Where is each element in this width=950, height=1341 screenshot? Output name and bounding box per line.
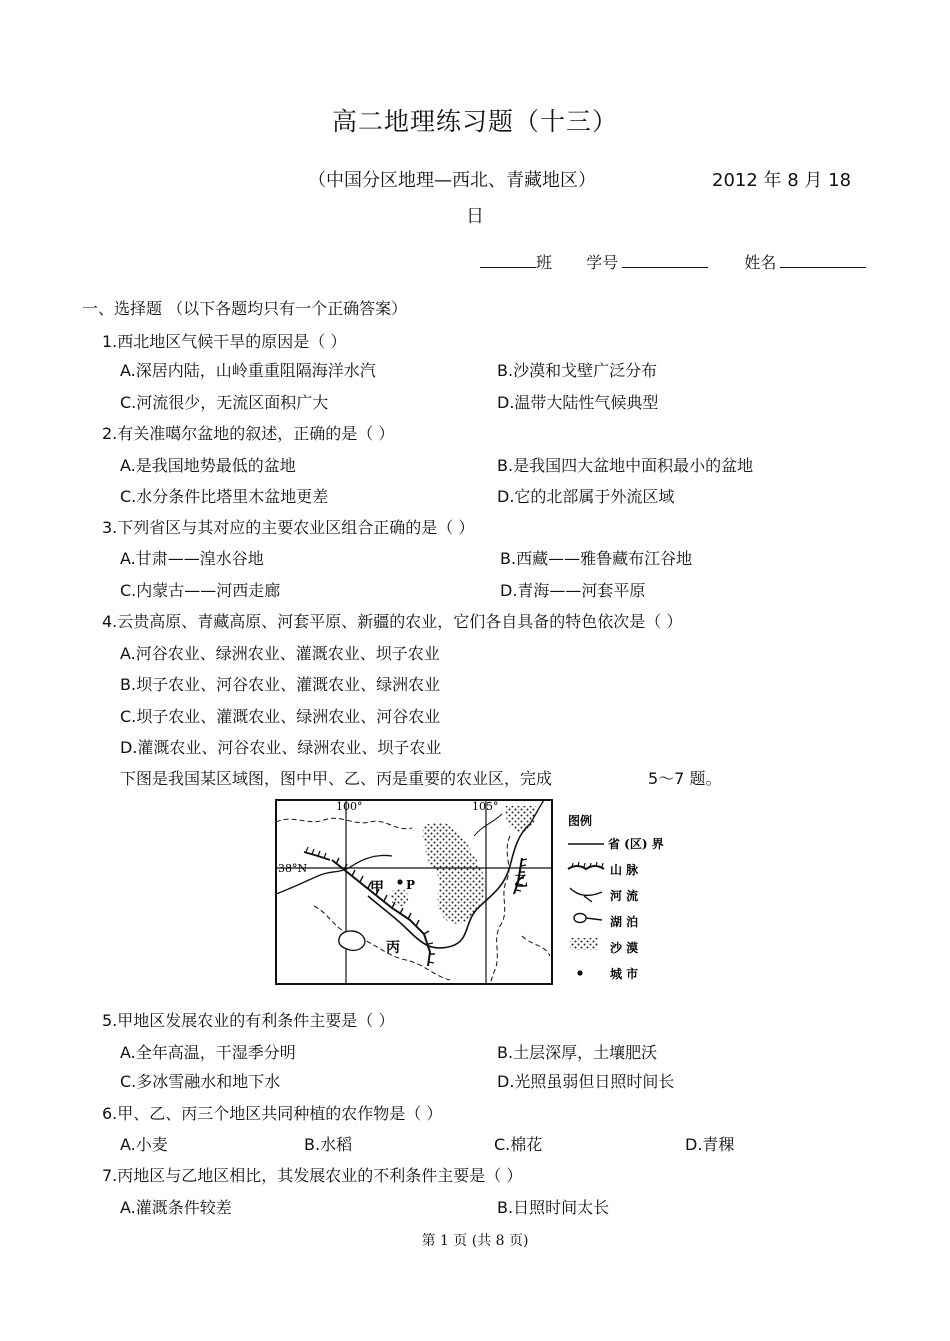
date: 2012 年 8 月 18	[712, 170, 852, 191]
q6-option-c: C.棉花	[494, 1135, 543, 1154]
class-blank[interactable]	[480, 251, 536, 268]
q4-option-a: A.河谷农业、绿洲农业、灌溉农业、坝子农业	[120, 644, 440, 663]
lat-label-38: 38°N	[278, 862, 308, 875]
id-blank[interactable]	[622, 251, 708, 268]
map-intro: 下图是我国某区域图，图中甲、乙、丙是重要的农业区，完成	[120, 769, 553, 788]
q6-option-d: D.青稞	[685, 1135, 735, 1154]
q3-stem: 3.下列省区与其对应的主要农业区组合正确的是（ ）	[102, 518, 475, 537]
date-tail: 日	[466, 206, 484, 227]
lon-label-100: 100°	[336, 800, 363, 813]
legend-boundary: 省 (区) 界	[608, 837, 664, 851]
q6-option-a: A.小麦	[120, 1135, 168, 1154]
legend-river-symbol	[570, 888, 602, 902]
subtitle: （中国分区地理—西北、青藏地区）	[308, 170, 596, 191]
q6-stem: 6.甲、乙、丙三个地区共同种植的农作物是（ ）	[102, 1104, 443, 1123]
q1-option-c: C.河流很少，无流区面积广大	[120, 393, 329, 412]
label-yi: 乙	[514, 874, 528, 890]
name-label: 姓名	[744, 253, 777, 272]
page-title: 高二地理练习题（十三）	[331, 107, 618, 136]
page-footer: 第 1 页 (共 8 页)	[421, 1233, 529, 1249]
q5-option-d: D.光照虽弱但日照时间长	[497, 1072, 675, 1091]
section-title: 一、选择题 （以下各题均只有一个正确答案）	[82, 299, 408, 318]
q5-stem: 5.甲地区发展农业的有利条件主要是（ ）	[102, 1011, 395, 1030]
q7-option-b: B.日照时间太长	[497, 1198, 610, 1217]
legend-river: 河 流	[610, 889, 639, 903]
q1-option-a: A.深居内陆，山岭重重阻隔海洋水汽	[120, 361, 376, 380]
id-label: 学号	[586, 253, 619, 272]
q4-option-c: C.坝子农业、灌溉农业、绿洲农业、河谷农业	[120, 707, 441, 726]
label-bing: 丙	[386, 940, 400, 956]
legend-desert: 沙 漠	[610, 941, 639, 955]
q4-stem: 4.云贵高原、青藏高原、河套平原、新疆的农业，它们各自具备的特色依次是（ ）	[102, 612, 683, 631]
lake	[339, 931, 365, 950]
legend-city-symbol	[577, 970, 582, 975]
legend-lake-symbol	[574, 914, 602, 923]
student-info-row	[480, 250, 866, 273]
legend-city: 城 市	[610, 967, 639, 981]
q3-option-c: C.内蒙古——河西走廊	[120, 581, 281, 600]
q2-option-b: B.是我国四大盆地中面积最小的盆地	[497, 456, 754, 475]
name-blank[interactable]	[780, 251, 866, 268]
lon-label-105: 105°	[472, 800, 499, 813]
q2-option-a: A.是我国地势最低的盆地	[120, 456, 296, 475]
q7-stem: 7.丙地区与乙地区相比，其发展农业的不利条件主要是（ ）	[102, 1166, 523, 1185]
city-p-dot	[397, 879, 402, 884]
q7-option-a: A.灌溉条件较差	[120, 1198, 232, 1217]
q1-option-d: D.温带大陆性气候典型	[497, 393, 659, 412]
city-p-label: P	[406, 878, 416, 892]
legend-title: 图例	[568, 814, 593, 828]
region-map	[274, 796, 672, 988]
q2-option-d: D.它的北部属于外流区域	[497, 487, 675, 506]
q5-option-b: B.土层深厚，土壤肥沃	[497, 1043, 658, 1062]
q5-option-c: C.多冰雪融水和地下水	[120, 1072, 281, 1091]
legend-mountain-symbol	[568, 866, 604, 869]
q1-option-b: B.沙漠和戈壁广泛分布	[497, 361, 658, 380]
legend-mountain: 山 脉	[610, 863, 639, 877]
map-intro-range: 5～7 题。	[648, 769, 722, 788]
legend-desert-symbol	[570, 938, 598, 950]
q2-stem: 2.有关准噶尔盆地的叙述，正确的是（ ）	[102, 424, 395, 443]
class-label: 班	[536, 253, 553, 272]
legend-lake: 湖 泊	[610, 915, 639, 929]
q5-option-a: A.全年高温，干湿季分明	[120, 1043, 296, 1062]
q4-option-b: B.坝子农业、河谷农业、灌溉农业、绿洲农业	[120, 675, 441, 694]
q2-option-c: C.水分条件比塔里木盆地更差	[120, 487, 329, 506]
q3-option-b: B.西藏——雅鲁藏布江谷地	[500, 549, 693, 568]
q3-option-a: A.甘肃——湟水谷地	[120, 549, 264, 568]
label-jia: 甲	[370, 880, 384, 896]
q1-stem: 1.西北地区气候干旱的原因是（ ）	[102, 332, 347, 351]
q4-option-d: D.灌溉农业、河谷农业、绿洲农业、坝子农业	[120, 738, 442, 757]
q6-option-b: B.水稻	[304, 1135, 353, 1154]
map-legend	[568, 813, 664, 981]
q3-option-d: D.青海——河套平原	[500, 581, 646, 600]
